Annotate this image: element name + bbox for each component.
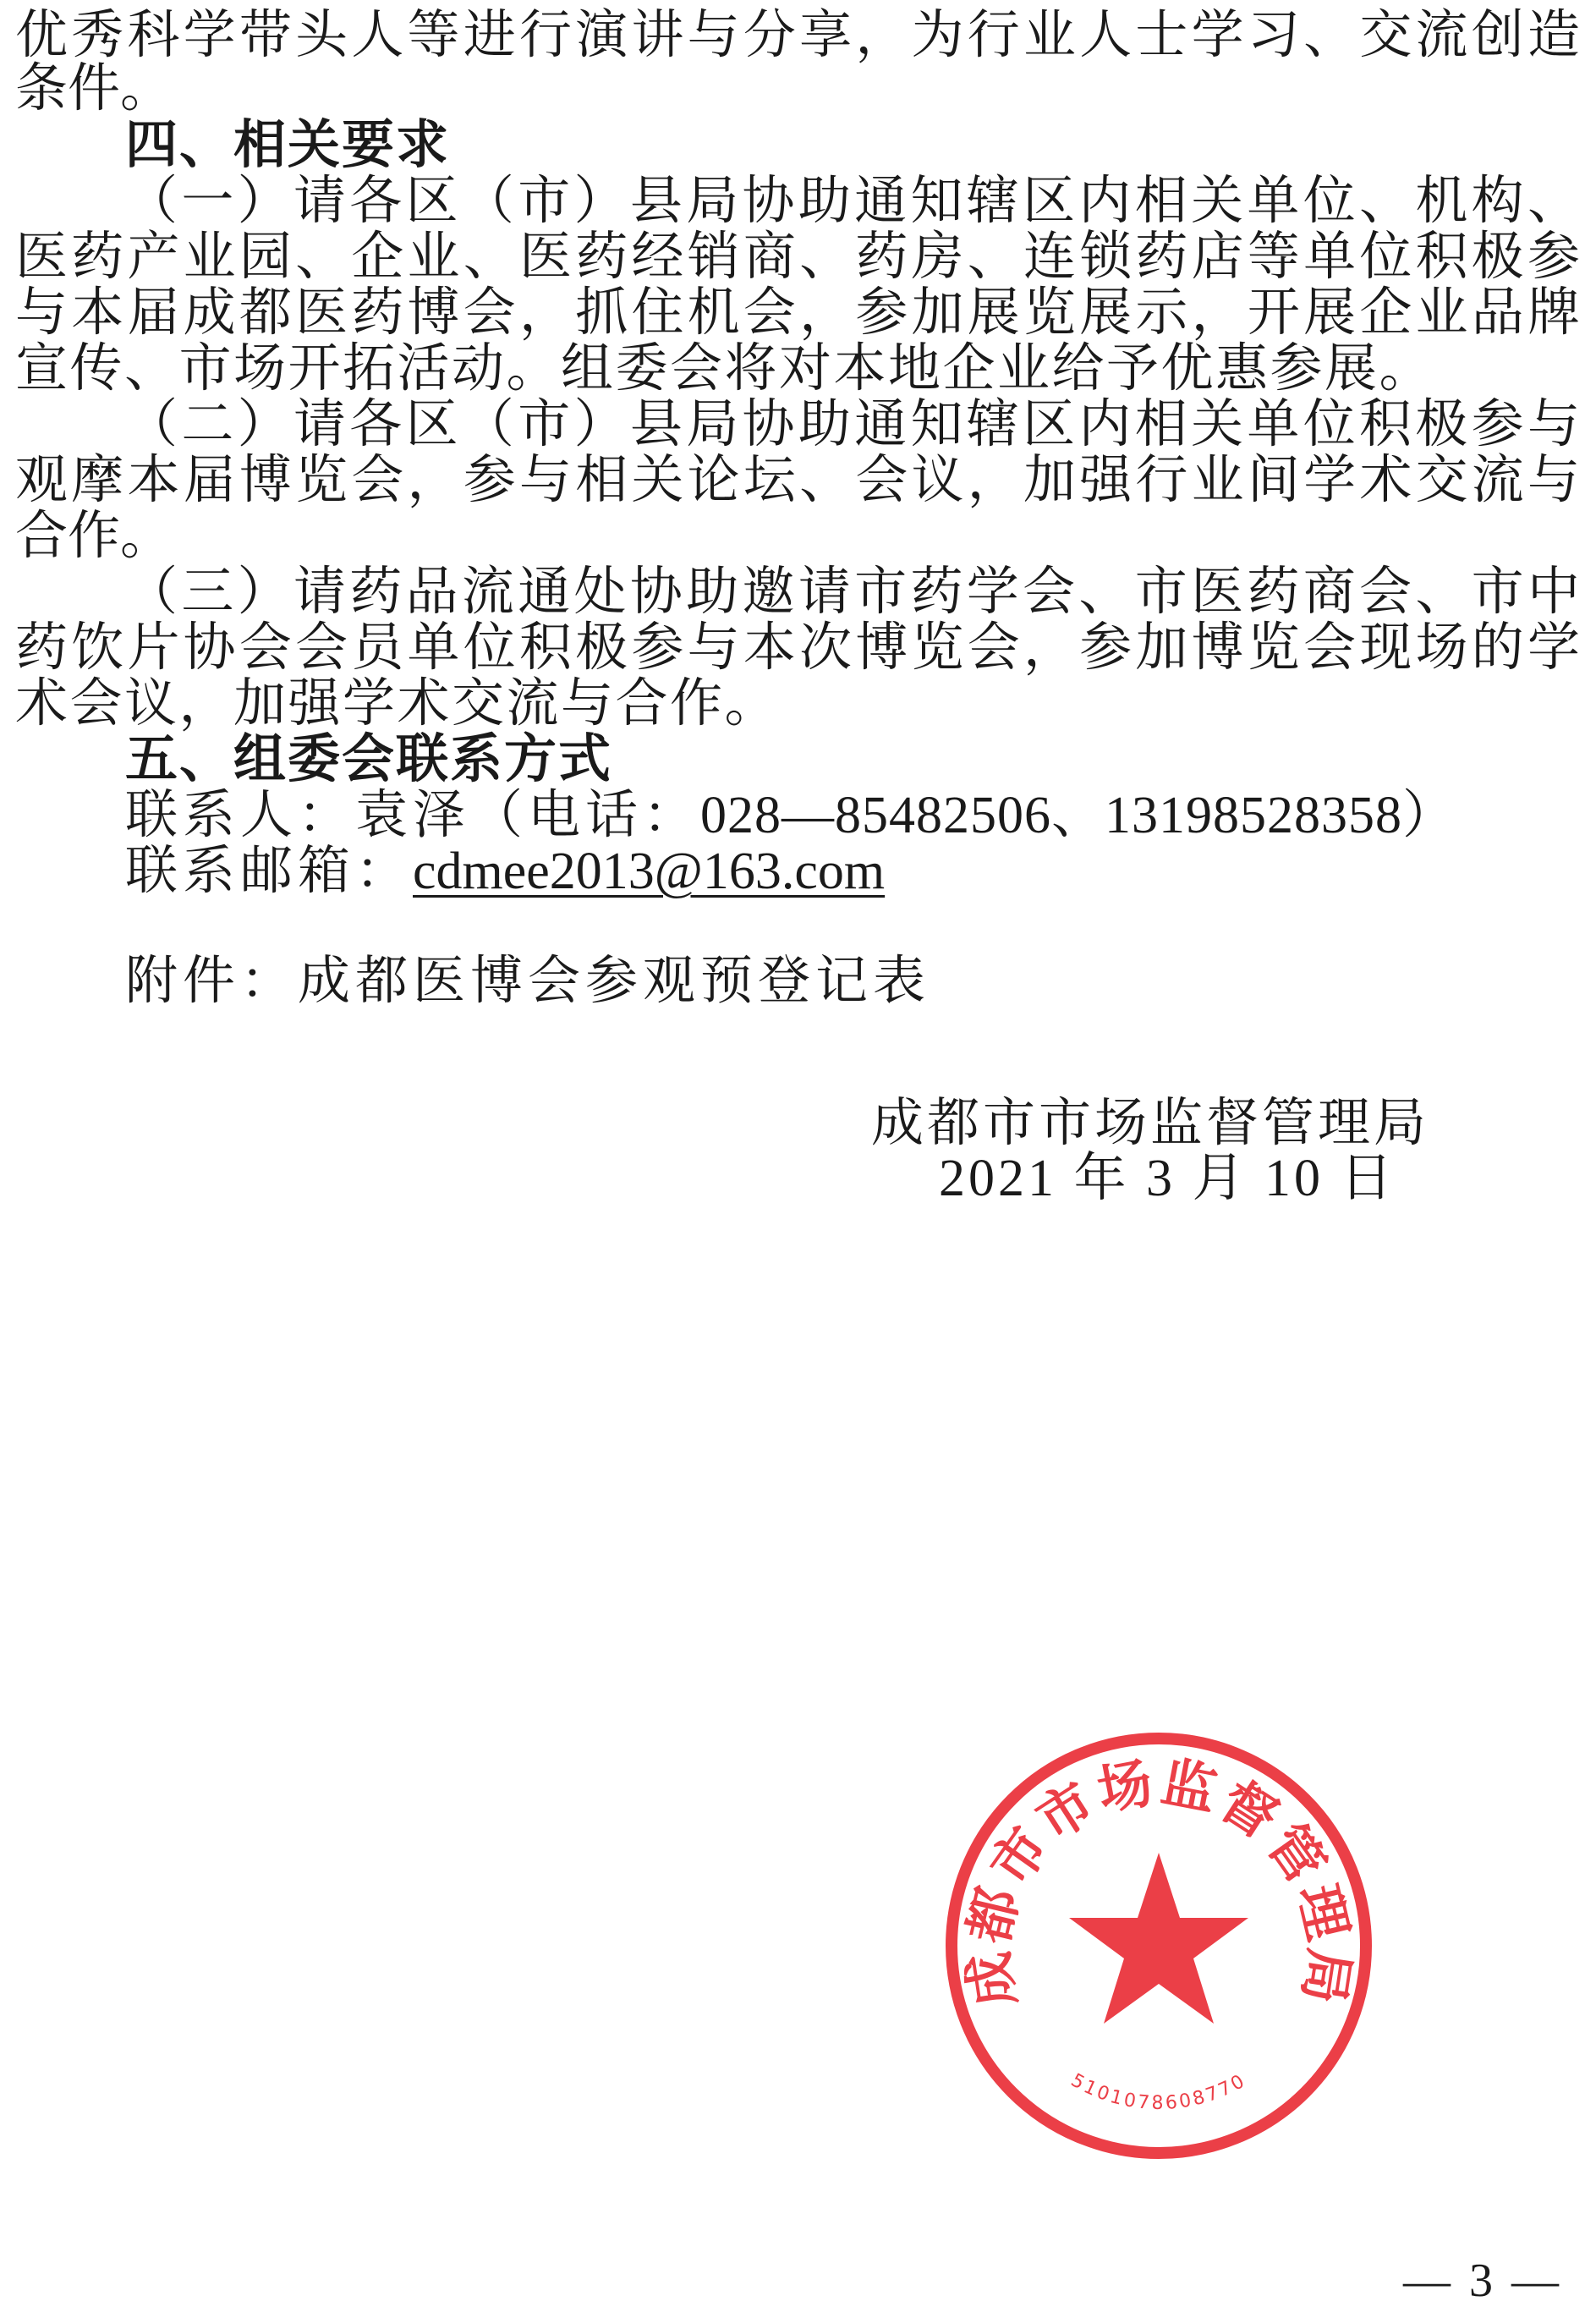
contact-email-label: 联系邮箱： bbox=[125, 839, 414, 901]
signoff-organization: 成都市市场监督管理局 bbox=[871, 1091, 1430, 1153]
contact-person-prefix: 联系人：袁泽（电话： bbox=[125, 783, 701, 845]
body-line: （三）请药品流通处协助邀请市药学会、市医药商会、市中 bbox=[125, 560, 1580, 622]
signoff-date: 2021 年 3 月 10 日 bbox=[939, 1150, 1396, 1207]
body-line: 与本届成都医药博会，抓住机会，参加展览展示，开展企业品牌 bbox=[15, 281, 1580, 343]
contact-email-link[interactable]: cdmee2013@163.com bbox=[413, 843, 886, 900]
contact-person-line bbox=[125, 783, 1580, 845]
official-seal bbox=[939, 1726, 1379, 2166]
seal-arc-text: 成都市市场监督管理局 bbox=[957, 1751, 1361, 2012]
page-number: — 3 — bbox=[1403, 2255, 1562, 2307]
seal-star-icon bbox=[1069, 1853, 1248, 2024]
contact-email-line bbox=[125, 839, 1580, 901]
body-line: 宣传、市场开拓活动。组委会将对本地企业给予优惠参展。 bbox=[15, 337, 1434, 398]
body-line: 优秀科学带头人等进行演讲与分享，为行业人士学习、交流创造 bbox=[15, 3, 1580, 65]
section-heading-contact: 五、组委会联系方式 bbox=[125, 728, 613, 789]
contact-phone-numbers: 028—85482506、13198528358 bbox=[700, 787, 1403, 844]
body-line: 医药产业园、企业、医药经销商、药房、连锁药店等单位积极参 bbox=[15, 225, 1580, 287]
body-line: 药饮片协会会员单位积极参与本次博览会，参加博览会现场的学 bbox=[15, 616, 1580, 678]
body-line: 术会议，加强学术交流与合作。 bbox=[15, 672, 780, 733]
seal-serial-number: 5101078608770 bbox=[1067, 2069, 1251, 2114]
body-line: 条件。 bbox=[15, 57, 173, 118]
contact-person-suffix: ） bbox=[1402, 783, 1461, 845]
section-heading-requirements: 四、相关要求 bbox=[125, 113, 451, 175]
body-line: 合作。 bbox=[15, 504, 173, 566]
body-line: （二）请各区（市）县局协助通知辖区内相关单位积极参与 bbox=[125, 393, 1580, 454]
body-line: （一）请各区（市）县局协助通知辖区内相关单位、机构、 bbox=[125, 169, 1580, 231]
body-line: 观摩本届博览会，参与相关论坛、会议，加强行业间学术交流与 bbox=[15, 448, 1580, 510]
attachment-line: 附件：成都医博会参观预登记表 bbox=[125, 949, 931, 1011]
